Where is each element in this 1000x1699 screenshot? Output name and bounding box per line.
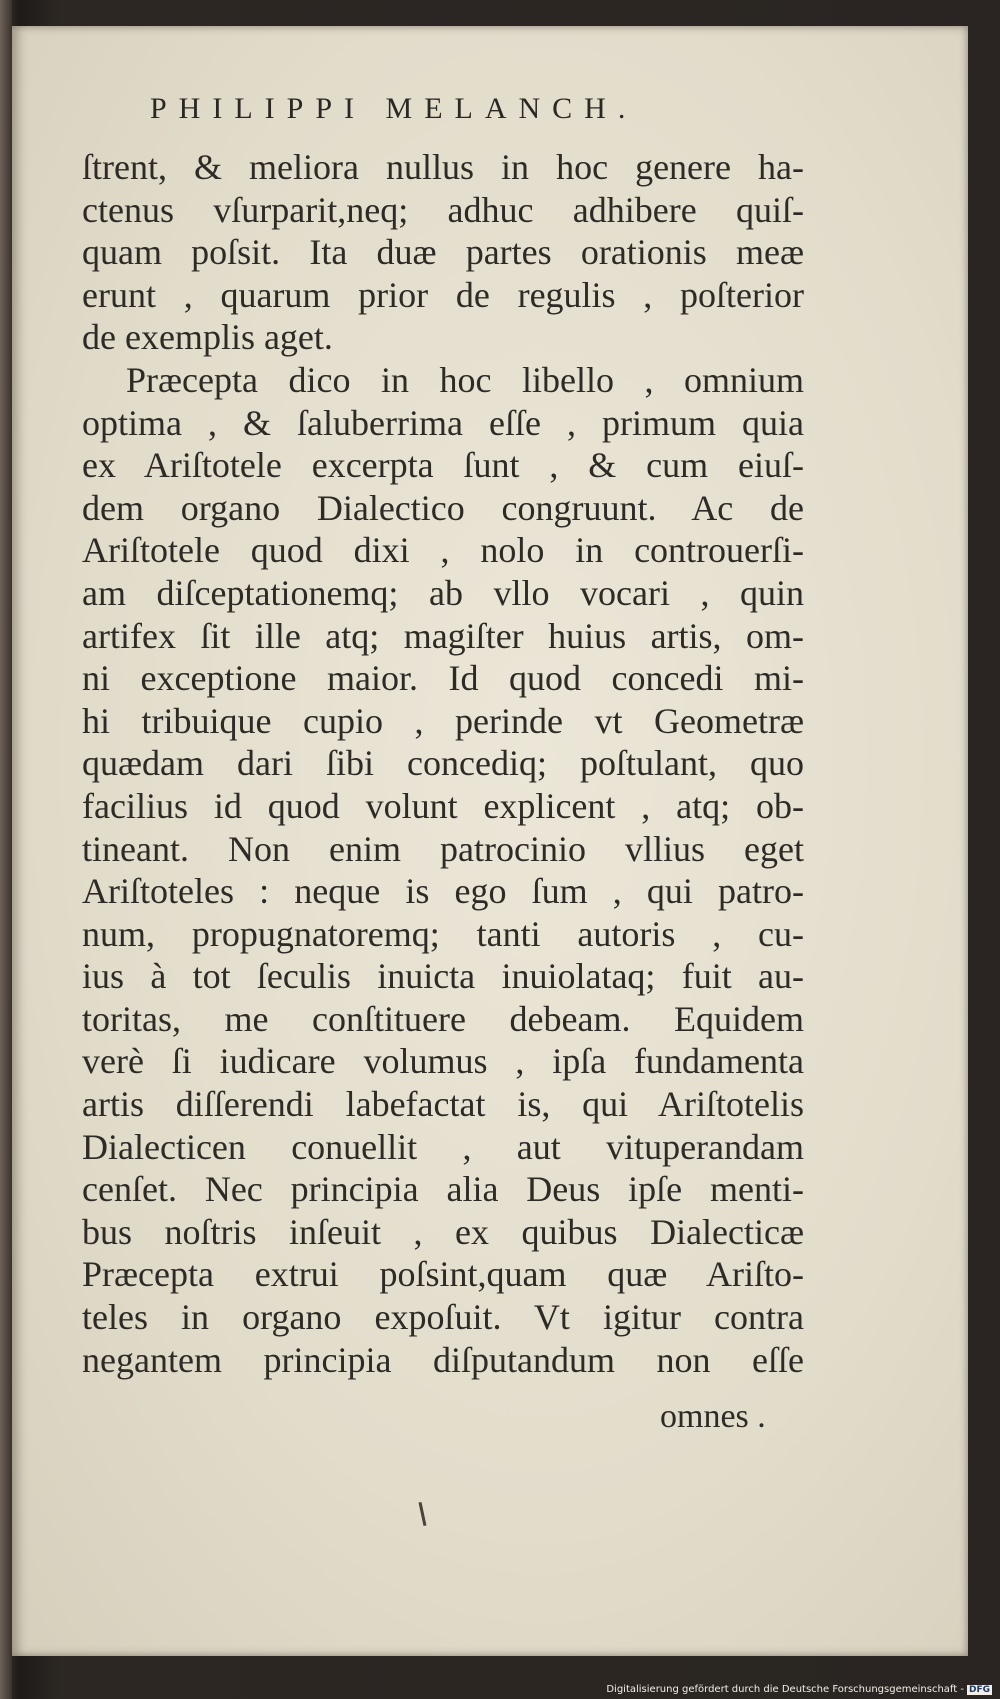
text-line: de exemplis aget. [82, 317, 333, 358]
text-line: Ariſtoteles : neque is ego ſum , qui patro- [82, 871, 804, 912]
text-line: Dialecticen conuellit , aut vituperandam [82, 1126, 804, 1167]
text-line: dem organo Dialectico congruunt. Ac de [82, 487, 804, 528]
text-line: verè ſi iudicare volumus , ipſa fundamenta [82, 1041, 804, 1082]
text-line: artifex ſit ille atq; magiſter huius artis, om- [82, 615, 804, 656]
text-line: negantem principia diſputandum non eſſe [82, 1339, 804, 1380]
text-line: ex Ariſtotele excerpta ſunt , & cum eiuſ- [82, 445, 804, 486]
text-line: ſtrent, & meliora nullus in hoc genere ha- [82, 147, 804, 187]
body-text [82, 146, 804, 1381]
credit-text: Digitalisierung gefördert durch die Deutsche Forschungsgemeinschaft - [606, 1684, 964, 1695]
catchword: omnes . [660, 1398, 766, 1435]
text-line: facilius id quod volunt explicent , atq; ob- [82, 785, 804, 826]
dfg-logo: DFG [968, 1685, 990, 1695]
text-line: ius à tot ſeculis inuicta inuiolataq; fuit au- [82, 956, 804, 997]
text-line: teles in organo expoſuit. Vt igitur contra [82, 1297, 804, 1338]
text-line: tineant. Non enim patrocinio vllius eget [82, 828, 804, 869]
text-line: num, propugnatoremq; tanti autoris , cu- [82, 913, 804, 954]
text-line: Præcepta dico in hoc libello , omnium [126, 359, 804, 400]
text-line: toritas, me conſtituere debeam. Equidem [82, 998, 804, 1039]
text-line: Præcepta extrui poſsint,quam quæ Ariſto- [82, 1254, 804, 1295]
text-line: quam poſsit. Ita duæ partes orationis meæ [82, 232, 804, 273]
text-line: optima , & ſaluberrima eſſe , primum quia [82, 402, 804, 443]
text-line: am diſceptationemq; ab vllo vocari , quin [82, 572, 804, 613]
text-line: artis diſſerendi labefactat is, qui Ariſtotelis [82, 1084, 804, 1125]
text-line: cenſet. Nec principia alia Deus ipſe menti- [82, 1169, 804, 1210]
text-line: Ariſtotele quod dixi , nolo in controuerſi- [82, 530, 804, 571]
text-line: quædam dari ſibi concediq; poſtulant, quo [82, 743, 804, 784]
running-head: PHILIPPI MELANCH. [150, 92, 638, 125]
binding-edge [0, 0, 12, 1699]
text-line: ni exceptione maior. Id quod concedi mi- [82, 658, 804, 699]
text-line: erunt , quarum prior de regulis , poſterior [82, 274, 804, 315]
text-line: bus noſtris inſeuit , ex quibus Dialecticæ [82, 1211, 804, 1252]
text-line: ctenus vſurparit,neq; adhuc adhibere quiſ- [82, 189, 804, 230]
digitization-credit [606, 1684, 992, 1695]
text-line: hi tribuique cupio , perinde vt Geometræ [82, 700, 804, 741]
